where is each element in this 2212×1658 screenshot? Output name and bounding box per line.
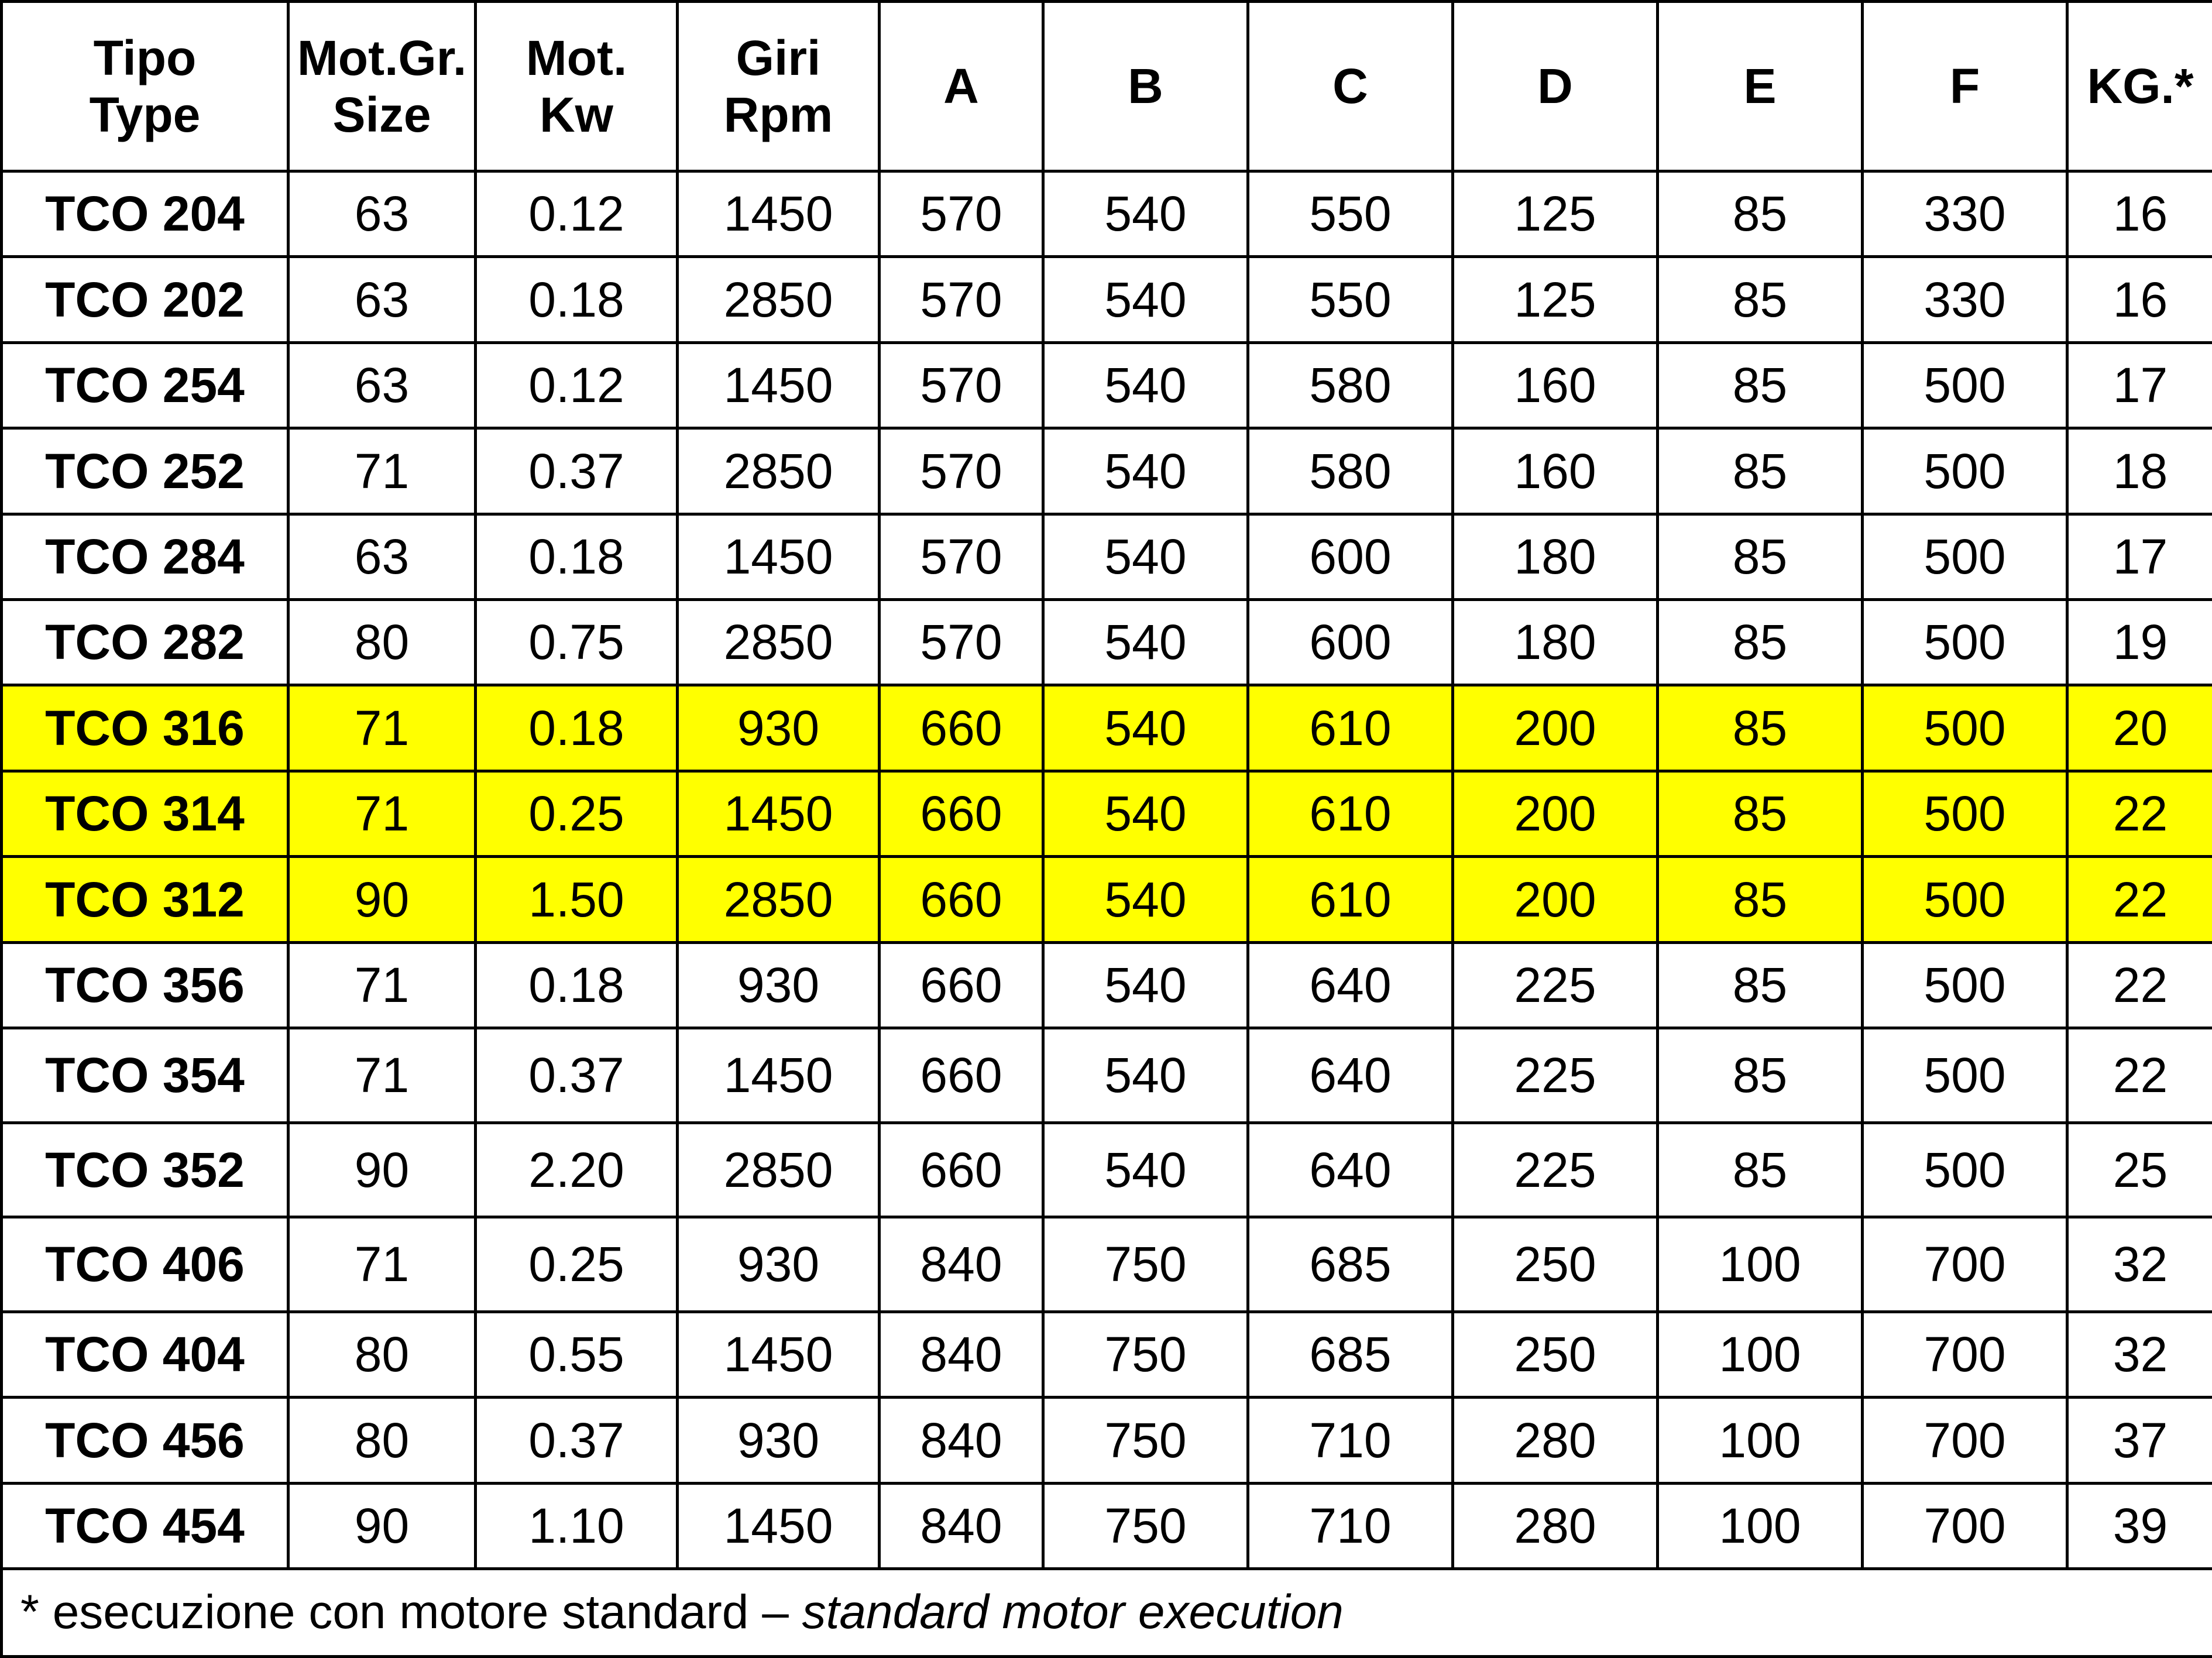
header-sublabel: Kw	[540, 87, 613, 142]
cell-d: 250	[1453, 1312, 1658, 1397]
cell-b: 540	[1043, 685, 1248, 771]
type-cell: TCO 316	[2, 685, 288, 771]
cell-f: 500	[1863, 1123, 2067, 1217]
header-c	[1248, 2, 1453, 171]
cell-f: 700	[1863, 1398, 2067, 1483]
cell-e: 100	[1658, 1398, 1863, 1483]
cell-mot-kw: 0.12	[476, 171, 678, 257]
cell-mot-gr-size: 71	[288, 1028, 476, 1123]
cell-c: 580	[1248, 342, 1453, 428]
cell-mot-gr-size: 63	[288, 342, 476, 428]
type-cell: TCO 456	[2, 1398, 288, 1483]
cell-kg: 18	[2067, 428, 2212, 514]
cell-kg: 25	[2067, 1123, 2212, 1217]
cell-mot-kw: 0.37	[476, 428, 678, 514]
cell-b: 540	[1043, 1028, 1248, 1123]
cell-giri-rpm: 2850	[678, 428, 880, 514]
header-mot-gr-size	[288, 2, 476, 171]
cell-a: 840	[880, 1483, 1043, 1568]
table-row	[2, 1217, 2212, 1312]
table-row	[2, 428, 2212, 514]
table-row	[2, 514, 2212, 599]
cell-kg: 32	[2067, 1312, 2212, 1397]
type-cell: TCO 354	[2, 1028, 288, 1123]
cell-kg: 16	[2067, 171, 2212, 257]
cell-d: 160	[1453, 342, 1658, 428]
type-cell: TCO 406	[2, 1217, 288, 1312]
cell-c: 685	[1248, 1312, 1453, 1397]
cell-c: 600	[1248, 514, 1453, 599]
table-row	[2, 171, 2212, 257]
cell-mot-gr-size: 80	[288, 600, 476, 685]
cell-mot-kw: 0.25	[476, 1217, 678, 1312]
table-row	[2, 685, 2212, 771]
footnote-english: standard motor execution	[802, 1585, 1344, 1639]
header-label: Mot.Gr.	[297, 30, 467, 85]
cell-e: 85	[1658, 857, 1863, 942]
cell-d: 225	[1453, 1123, 1658, 1217]
cell-f: 500	[1863, 342, 2067, 428]
cell-b: 540	[1043, 857, 1248, 942]
cell-kg: 19	[2067, 600, 2212, 685]
cell-e: 85	[1658, 257, 1863, 342]
type-cell: TCO 202	[2, 257, 288, 342]
header-f	[1863, 2, 2067, 171]
cell-e: 85	[1658, 685, 1863, 771]
cell-a: 840	[880, 1217, 1043, 1312]
cell-c: 685	[1248, 1217, 1453, 1312]
cell-d: 180	[1453, 600, 1658, 685]
header-e	[1658, 2, 1863, 171]
header-sublabel: Type	[89, 87, 201, 142]
cell-mot-kw: 0.12	[476, 342, 678, 428]
header-label: E	[1743, 59, 1777, 114]
cell-mot-kw: 0.25	[476, 771, 678, 856]
cell-giri-rpm: 1450	[678, 771, 880, 856]
cell-giri-rpm: 930	[678, 685, 880, 771]
cell-mot-kw: 1.10	[476, 1483, 678, 1568]
cell-e: 85	[1658, 514, 1863, 599]
cell-a: 570	[880, 342, 1043, 428]
type-cell: TCO 254	[2, 342, 288, 428]
cell-kg: 32	[2067, 1217, 2212, 1312]
cell-kg: 17	[2067, 514, 2212, 599]
cell-a: 570	[880, 171, 1043, 257]
cell-c: 710	[1248, 1483, 1453, 1568]
cell-b: 540	[1043, 257, 1248, 342]
cell-giri-rpm: 2850	[678, 257, 880, 342]
cell-e: 85	[1658, 1123, 1863, 1217]
header-label: Mot.	[525, 30, 627, 85]
cell-d: 125	[1453, 171, 1658, 257]
cell-c: 610	[1248, 685, 1453, 771]
cell-b: 540	[1043, 942, 1248, 1028]
cell-d: 200	[1453, 857, 1658, 942]
table-row	[2, 257, 2212, 342]
cell-giri-rpm: 2850	[678, 857, 880, 942]
type-cell: TCO 282	[2, 600, 288, 685]
cell-f: 700	[1863, 1312, 2067, 1397]
footnote-row	[2, 1569, 2212, 1657]
header-d	[1453, 2, 1658, 171]
cell-d: 280	[1453, 1398, 1658, 1483]
cell-mot-kw: 0.18	[476, 257, 678, 342]
cell-d: 280	[1453, 1483, 1658, 1568]
cell-mot-kw: 0.37	[476, 1398, 678, 1483]
cell-e: 85	[1658, 1028, 1863, 1123]
cell-kg: 17	[2067, 342, 2212, 428]
cell-giri-rpm: 1450	[678, 171, 880, 257]
cell-b: 540	[1043, 600, 1248, 685]
table-footer	[2, 1569, 2212, 1657]
type-cell: TCO 356	[2, 942, 288, 1028]
cell-mot-kw: 2.20	[476, 1123, 678, 1217]
cell-giri-rpm: 1450	[678, 514, 880, 599]
header-mot-kw	[476, 2, 678, 171]
cell-mot-kw: 0.18	[476, 685, 678, 771]
type-cell: TCO 352	[2, 1123, 288, 1217]
cell-kg: 22	[2067, 771, 2212, 856]
cell-b: 540	[1043, 342, 1248, 428]
cell-b: 540	[1043, 514, 1248, 599]
cell-mot-kw: 1.50	[476, 857, 678, 942]
cell-f: 500	[1863, 771, 2067, 856]
footnote-italian: * esecuzione con motore standard –	[20, 1585, 802, 1639]
header-label: C	[1332, 59, 1368, 114]
cell-c: 710	[1248, 1398, 1453, 1483]
header-a	[880, 2, 1043, 171]
cell-mot-gr-size: 90	[288, 1483, 476, 1568]
header-label: Giri	[736, 30, 821, 85]
header-sublabel: Size	[332, 87, 431, 142]
cell-f: 500	[1863, 514, 2067, 599]
header-label: D	[1537, 59, 1573, 114]
cell-a: 840	[880, 1398, 1043, 1483]
header-tipo-type	[2, 2, 288, 171]
cell-c: 610	[1248, 857, 1453, 942]
cell-giri-rpm: 2850	[678, 1123, 880, 1217]
cell-d: 200	[1453, 771, 1658, 856]
cell-mot-kw: 0.18	[476, 942, 678, 1028]
cell-e: 85	[1658, 600, 1863, 685]
cell-a: 570	[880, 257, 1043, 342]
cell-c: 640	[1248, 1028, 1453, 1123]
cell-mot-gr-size: 80	[288, 1398, 476, 1483]
cell-mot-gr-size: 63	[288, 514, 476, 599]
cell-a: 660	[880, 771, 1043, 856]
cell-giri-rpm: 1450	[678, 1312, 880, 1397]
table-row	[2, 1398, 2212, 1483]
cell-d: 225	[1453, 942, 1658, 1028]
cell-mot-gr-size: 63	[288, 171, 476, 257]
cell-a: 660	[880, 857, 1043, 942]
cell-d: 125	[1453, 257, 1658, 342]
cell-f: 330	[1863, 171, 2067, 257]
type-cell: TCO 314	[2, 771, 288, 856]
cell-d: 250	[1453, 1217, 1658, 1312]
cell-mot-gr-size: 90	[288, 857, 476, 942]
cell-d: 225	[1453, 1028, 1658, 1123]
type-cell: TCO 284	[2, 514, 288, 599]
cell-f: 700	[1863, 1483, 2067, 1568]
cell-kg: 22	[2067, 857, 2212, 942]
cell-f: 500	[1863, 942, 2067, 1028]
cell-c: 600	[1248, 600, 1453, 685]
type-cell: TCO 454	[2, 1483, 288, 1568]
cell-kg: 39	[2067, 1483, 2212, 1568]
cell-c: 580	[1248, 428, 1453, 514]
cell-a: 570	[880, 514, 1043, 599]
cell-b: 540	[1043, 771, 1248, 856]
cell-a: 570	[880, 600, 1043, 685]
cell-a: 570	[880, 428, 1043, 514]
cell-kg: 20	[2067, 685, 2212, 771]
cell-b: 750	[1043, 1483, 1248, 1568]
cell-mot-kw: 0.75	[476, 600, 678, 685]
table-row	[2, 857, 2212, 942]
cell-giri-rpm: 1450	[678, 342, 880, 428]
cell-f: 500	[1863, 685, 2067, 771]
cell-a: 660	[880, 942, 1043, 1028]
cell-a: 840	[880, 1312, 1043, 1397]
cell-mot-gr-size: 90	[288, 1123, 476, 1217]
cell-mot-gr-size: 71	[288, 1217, 476, 1312]
cell-d: 160	[1453, 428, 1658, 514]
cell-giri-rpm: 930	[678, 942, 880, 1028]
cell-kg: 16	[2067, 257, 2212, 342]
cell-mot-kw: 0.37	[476, 1028, 678, 1123]
header-giri-rpm	[678, 2, 880, 171]
table-row	[2, 1028, 2212, 1123]
cell-b: 540	[1043, 428, 1248, 514]
cell-mot-gr-size: 71	[288, 942, 476, 1028]
cell-c: 640	[1248, 1123, 1453, 1217]
cell-b: 540	[1043, 171, 1248, 257]
cell-e: 85	[1658, 342, 1863, 428]
cell-e: 85	[1658, 771, 1863, 856]
cell-f: 330	[1863, 257, 2067, 342]
header-label: A	[943, 59, 979, 114]
header-label: F	[1949, 59, 1980, 114]
cell-b: 540	[1043, 1123, 1248, 1217]
cell-mot-gr-size: 80	[288, 1312, 476, 1397]
cell-e: 100	[1658, 1312, 1863, 1397]
header-sublabel: Rpm	[723, 87, 833, 142]
cell-a: 660	[880, 685, 1043, 771]
type-cell: TCO 404	[2, 1312, 288, 1397]
cell-e: 100	[1658, 1217, 1863, 1312]
header-b	[1043, 2, 1248, 171]
cell-mot-gr-size: 71	[288, 685, 476, 771]
cell-kg: 22	[2067, 942, 2212, 1028]
cell-mot-gr-size: 71	[288, 771, 476, 856]
header-label: KG.*	[2087, 59, 2194, 114]
table-row	[2, 342, 2212, 428]
footnote	[2, 1569, 2212, 1657]
cell-giri-rpm: 1450	[678, 1483, 880, 1568]
cell-f: 500	[1863, 857, 2067, 942]
cell-kg: 37	[2067, 1398, 2212, 1483]
cell-b: 750	[1043, 1217, 1248, 1312]
cell-kg: 22	[2067, 1028, 2212, 1123]
cell-f: 700	[1863, 1217, 2067, 1312]
cell-b: 750	[1043, 1398, 1248, 1483]
table-row	[2, 1312, 2212, 1397]
table-row	[2, 600, 2212, 685]
table-row	[2, 1123, 2212, 1217]
header-row	[2, 2, 2212, 171]
table-row	[2, 942, 2212, 1028]
cell-mot-gr-size: 63	[288, 257, 476, 342]
cell-mot-kw: 0.55	[476, 1312, 678, 1397]
cell-f: 500	[1863, 600, 2067, 685]
cell-e: 85	[1658, 942, 1863, 1028]
cell-f: 500	[1863, 1028, 2067, 1123]
cell-b: 750	[1043, 1312, 1248, 1397]
table-header	[2, 2, 2212, 171]
cell-c: 550	[1248, 171, 1453, 257]
table-body	[2, 171, 2212, 1569]
cell-c: 610	[1248, 771, 1453, 856]
type-cell: TCO 252	[2, 428, 288, 514]
table-row	[2, 1483, 2212, 1568]
cell-e: 100	[1658, 1483, 1863, 1568]
cell-e: 85	[1658, 171, 1863, 257]
cell-c: 640	[1248, 942, 1453, 1028]
header-kg	[2067, 2, 2212, 171]
header-label: B	[1128, 59, 1163, 114]
cell-giri-rpm: 930	[678, 1217, 880, 1312]
cell-giri-rpm: 2850	[678, 600, 880, 685]
cell-d: 200	[1453, 685, 1658, 771]
cell-d: 180	[1453, 514, 1658, 599]
cell-mot-gr-size: 71	[288, 428, 476, 514]
header-label: Tipo	[93, 30, 197, 85]
type-cell: TCO 204	[2, 171, 288, 257]
cell-c: 550	[1248, 257, 1453, 342]
table-row	[2, 771, 2212, 856]
cell-a: 660	[880, 1123, 1043, 1217]
cell-e: 85	[1658, 428, 1863, 514]
cell-a: 660	[880, 1028, 1043, 1123]
type-cell: TCO 312	[2, 857, 288, 942]
cell-f: 500	[1863, 428, 2067, 514]
cell-giri-rpm: 1450	[678, 1028, 880, 1123]
cell-mot-kw: 0.18	[476, 514, 678, 599]
cell-giri-rpm: 930	[678, 1398, 880, 1483]
